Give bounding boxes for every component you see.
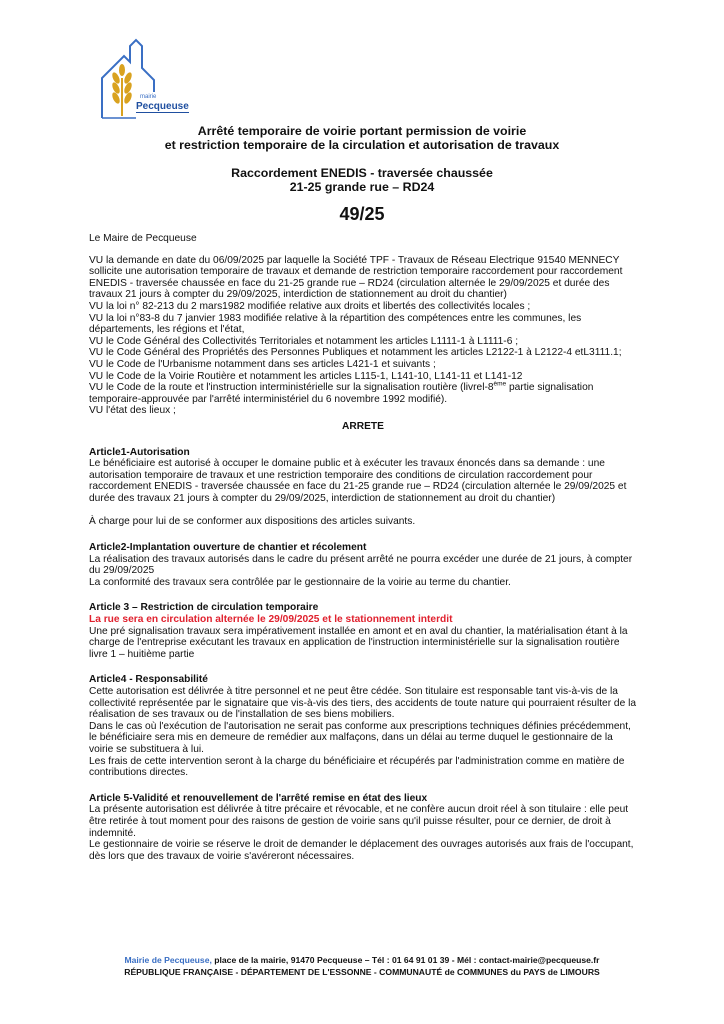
vu-item: VU le Code Général des Collectivités Territoriales et notamment les articles L1111-1 à L1111-6 ;	[89, 335, 519, 347]
subtitle-line-2: 21-25 grande rue – RD24	[289, 180, 435, 194]
article-2-heading: Article2-Implantation ouverture de chantier et récolement	[89, 542, 367, 554]
vu-item: VU la loi n° 82-213 du 2 mars1982 modifiée relative aux droits et libertés des collectivités locales ;	[89, 300, 531, 312]
vu-item: VU la loi n°83-8 du 7 janvier 1983 modifiée relative à la répartition des compétences entre les communes, les départements, les régions et l'état,	[89, 312, 582, 336]
footer-address: place de la mairie, 91470 Pecqueuse – Tél : 01 64 91 01 39 - Mél : contact-mairie@pecqueuse.fr	[211, 955, 600, 965]
document-subtitle	[60, 166, 664, 194]
footer-line-2: RÉPUBLIQUE FRANÇAISE - DÉPARTEMENT DE L'ESSONNE - COMMUNAUTÉ de COMMUNES du PAYS de LIMOURS	[124, 967, 600, 977]
article-5-heading: Article 5-Validité et renouvellement de l'arrêté remise en état des lieux	[89, 792, 428, 804]
subtitle-line-1: Raccordement ENEDIS - traversée chaussée	[231, 166, 493, 180]
vu-item: VU la demande en date du 06/09/2025 par laquelle la Société TPF - Travaux de Réseau Electrique 91540 MENNECY sollicite une autorisation temporaire de travaux et demande de restriction temporaire raccordement pour raccordement ENEDIS - traversée chaussée en face du 21-25 grande rue – RD24 (circulation alternée le 29/09/2025 et durée des travaux 21 jours à compter du 29/09/2025, interdiction de stationnement au droit du chantier)	[89, 254, 623, 301]
vu-signal-sup: ème	[493, 380, 507, 388]
footer-mairie: Mairie de Pecqueuse,	[124, 955, 212, 965]
vu-item: VU l'état des lieux ;	[89, 405, 176, 417]
article-1-charge: À charge pour lui de se conformer aux dispositions des articles suivants.	[89, 516, 416, 528]
document-title	[60, 124, 664, 152]
title-line-1: Arrêté temporaire de voirie portant permission de voirie	[197, 124, 527, 138]
article-5-body-2: Le gestionnaire de voirie se réserve le droit de demander le déplacement des ouvrages autorisés aux frais de l'occupant, dès lors que des travaux de voirie s'avéreront nécessaires.	[89, 839, 634, 862]
title-line-2: et restriction temporaire de la circulation et autorisation de travaux	[164, 138, 560, 152]
vu-item: VU le Code de l'Urbanisme notamment dans ses articles L421-1 et suivants ;	[89, 358, 436, 370]
article-5-body-1: La présente autorisation est délivrée à titre précaire et révocable, et ne confère aucun droit réel à son titulaire : elle peut être retirée à tout moment pour des raisons de gestion de voirie sans qu'il puisse résulter, pour ce dernier, de droit à indemnité.	[89, 804, 629, 839]
article-1-body: Le bénéficiaire est autorisé à occuper le domaine public et à exécuter les travaux énoncés dans sa demande : une autorisation temporaire de travaux et une restriction temporaire des conditions de circulation raccordement pour raccordement ENEDIS - traversée chaussée en face du 21-25 grande rue – RD24 (circulation alternée le 29/09/2025 et durée des travaux 21 jours à compter du 29/09/2025, interdiction de stationnement au droit du chantier)	[89, 458, 627, 504]
vu-signal-text: VU le Code de la route et l'instruction interministérielle sur la signalisation routière (livrel-8	[89, 382, 494, 394]
article-4-body-2: Dans le cas où l'exécution de l'autorisation ne serait pas conforme aux prescriptions techniques définies précédemment, le bénéficiaire sera mis en demeure de remédier aux malfaçons, dans un délai au terme duquel le gestionnaire de la voirie se substituera à lui.	[89, 720, 631, 755]
article-2-body-1: La réalisation des travaux autorisés dans le cadre du présent arrêté ne pourra excéder une durée de 21 jours, à compter du 29/09/2025	[89, 553, 633, 577]
article-4-body-1: Cette autorisation est délivrée à titre personnel et ne peut être cédée. Son titulaire est responsable tant vis-à-vis de la collectivité représentée par le signataire que vis-à-vis des tiers, des accidents de toute nature qui pourraient résulter de la réalisation de ses travaux ou de l'installation de ses biens mobiliers.	[89, 686, 637, 721]
vu-item-signalisation	[89, 382, 637, 405]
article-2-body-2: La conformité des travaux sera contrôlée par le gestionnaire de la voirie au terme du chantier.	[89, 576, 511, 588]
document-body	[89, 233, 637, 862]
page-footer	[60, 954, 664, 978]
article-3-body: Une pré signalisation travaux sera impérativement installée en amont et en aval du chantier, la matérialisation étant à la charge de l'entreprise exécutant les travaux en application de l'instruction interministérielle sur la signalisation routière livre 1 – huitième partie	[89, 625, 628, 660]
article-1-heading: Article1-Autorisation	[89, 446, 190, 458]
article-4-body-3: Les frais de cette intervention seront à la charge du bénéficiaire et récupérés par l'administration comme en matière de contributions directes.	[89, 755, 625, 779]
arrete-number: 49/25	[339, 204, 385, 224]
vu-signal-text-after: partie signalisation temporaire-approuvée par l'arrêté interministériel du 6 novembre 1992 modifié).	[89, 382, 594, 405]
footer-line-1	[60, 954, 664, 966]
logo-small-text: mairie	[140, 94, 157, 100]
logo-name: Pecqueuse	[136, 101, 189, 112]
intro: Le Maire de Pecqueuse	[89, 233, 197, 244]
article-3-heading: Article 3 – Restriction de circulation temporaire	[89, 602, 319, 614]
arrete-heading: ARRETE	[342, 420, 384, 432]
article-3-highlight: La rue sera en circulation alternée le 29/09/2025 et le stationnement interdit	[89, 614, 453, 626]
article-4-heading: Article4 - Responsabilité	[89, 674, 208, 686]
vu-item: VU le Code de la Voirie Routière et notamment les articles L115-1, L141-10, L141-11 et L141-12	[89, 370, 523, 382]
vu-item: VU le Code Général des Propriétés des Personnes Publiques et notamment les articles L2122-1 à L2122-4 etL3111.1;	[89, 347, 622, 359]
